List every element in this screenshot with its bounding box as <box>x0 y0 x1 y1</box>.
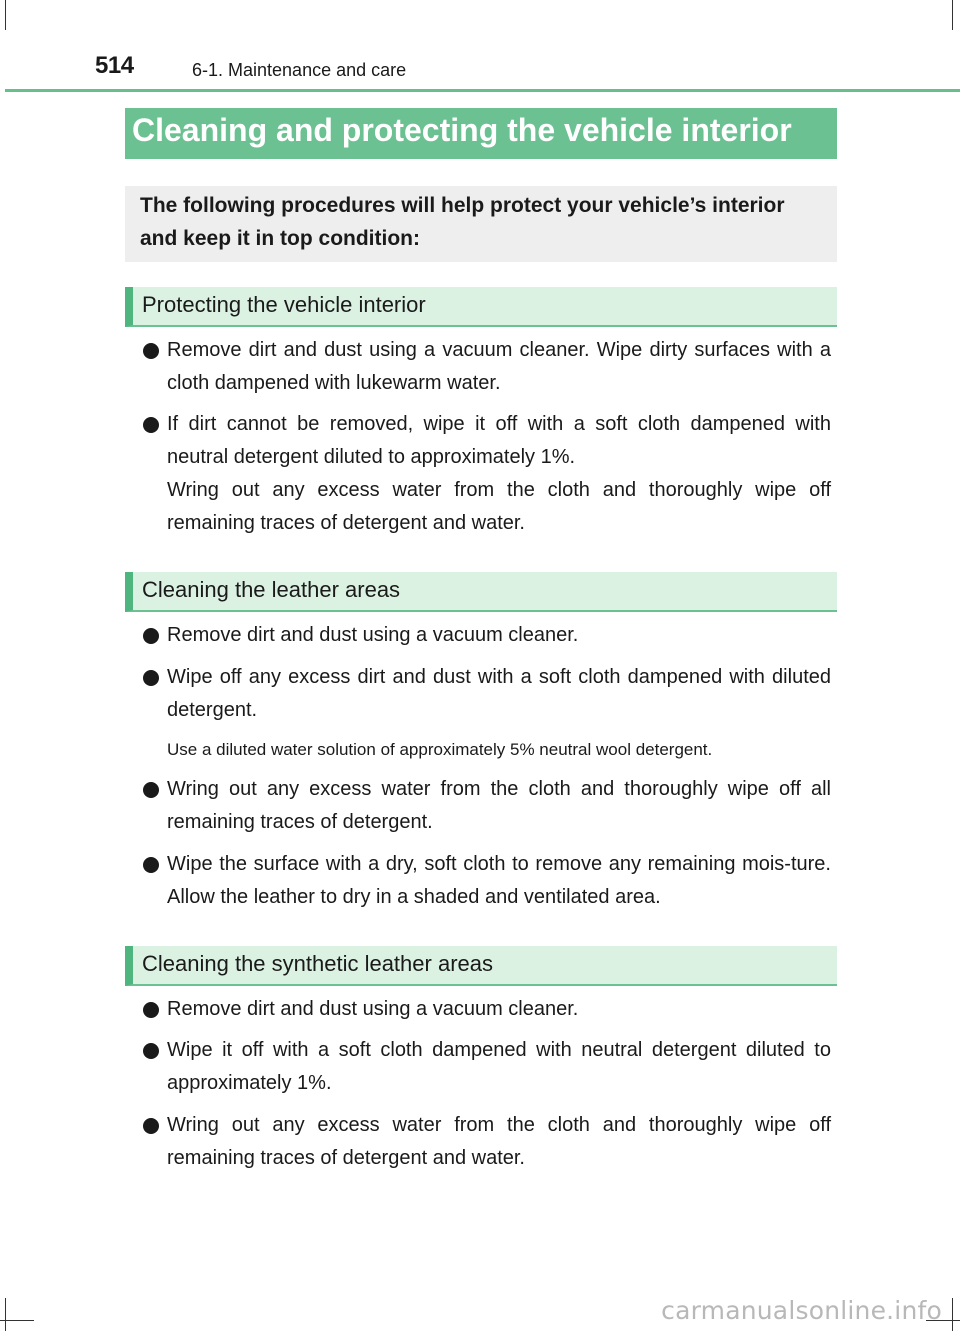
crop-mark <box>0 1320 34 1321</box>
bullet-icon <box>143 343 159 359</box>
bullet-icon <box>143 782 159 798</box>
list-item <box>141 993 831 1026</box>
list-item <box>141 1109 831 1175</box>
section-path: 6-1. Maintenance and care <box>192 60 407 80</box>
bullet-icon <box>143 1043 159 1059</box>
list-item <box>141 773 831 839</box>
list-item-text: Wring out any excess water from the cloth and thoroughly wipe off remaining traces of detergent and water. <box>167 479 831 534</box>
list-item-text: Wring out any excess water from the cloth and thoroughly wipe off remaining traces of detergent and water. <box>167 1114 831 1169</box>
list-item <box>141 1034 831 1100</box>
page-number: 514 <box>95 52 134 79</box>
list-item-text: If dirt cannot be removed, wipe it off with a soft cloth dampened with neutral detergent diluted to approximately 1%. <box>167 413 831 468</box>
section-heading: Cleaning the leather areas <box>125 572 837 612</box>
list-item <box>141 619 831 652</box>
watermark[interactable]: carmanualsonline.info <box>661 1296 942 1325</box>
list-item-text: Remove dirt and dust using a vacuum cleaner. <box>167 998 579 1020</box>
list-item-text: Wipe it off with a soft cloth dampened with neutral detergent diluted to approximately 1%. <box>167 1039 831 1094</box>
page-title: Cleaning and protecting the vehicle interior <box>125 108 837 159</box>
list-item-text: Remove dirt and dust using a vacuum cleaner. Wipe dirty surfaces with a cloth dampened with lukewarm water. <box>167 339 831 394</box>
bullet-icon <box>143 857 159 873</box>
list-item-text: Wring out any excess water from the cloth and thoroughly wipe off all remaining traces of detergent. <box>167 778 831 833</box>
list-item-text: Wipe the surface with a dry, soft cloth to remove any remaining mois-ture. Allow the leather to dry in a shaded and ventilated area. <box>167 853 831 908</box>
bullet-icon <box>143 1118 159 1134</box>
bullet-icon <box>143 628 159 644</box>
list-item <box>141 661 831 727</box>
header-rule <box>5 89 960 92</box>
section-heading: Cleaning the synthetic leather areas <box>125 946 837 986</box>
crop-mark <box>952 0 953 30</box>
crop-mark <box>952 1298 953 1331</box>
bullet-icon <box>143 417 159 433</box>
bullet-icon <box>143 670 159 686</box>
section-heading: Protecting the vehicle interior <box>125 287 837 327</box>
list-item-text: Wipe off any excess dirt and dust with a soft cloth dampened with diluted detergent. <box>167 666 831 721</box>
note-text: Use a diluted water solution of approximately 5% neutral wool detergent. <box>167 740 713 759</box>
bullet-icon <box>143 1002 159 1018</box>
list-item <box>141 848 831 914</box>
list-item <box>141 334 831 400</box>
crop-mark <box>5 1298 6 1331</box>
list-item <box>141 408 831 540</box>
list-item-text: Remove dirt and dust using a vacuum cleaner. <box>167 624 579 646</box>
intro-box: The following procedures will help protect your vehicle’s interior and keep it in top condition: <box>125 186 837 262</box>
crop-mark <box>5 0 6 30</box>
